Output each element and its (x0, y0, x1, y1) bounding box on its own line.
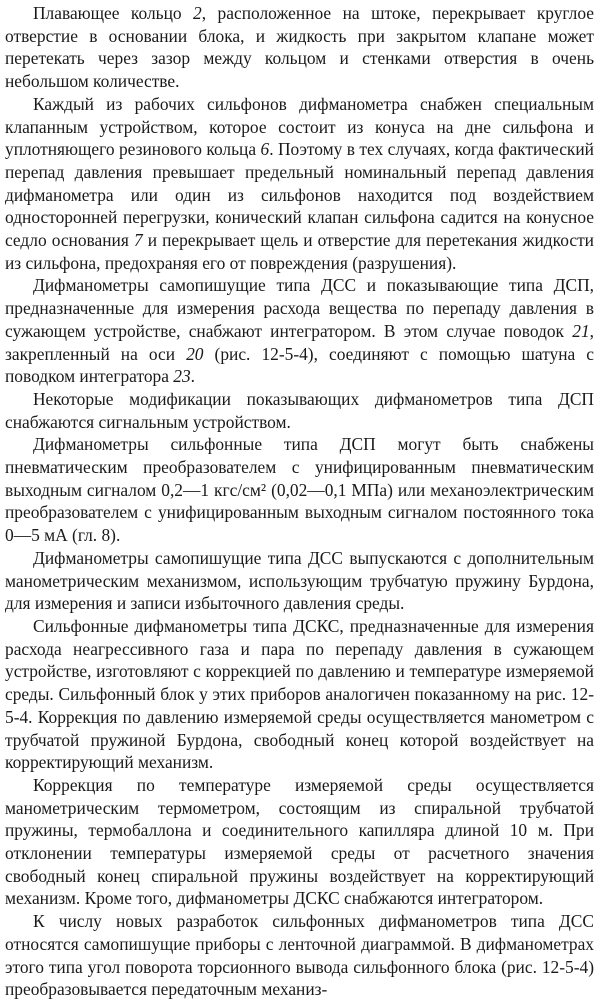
paragraph-new-developments: К числу новых разработок сильфонных дифманометров типа ДСС относятся самопишущие приборы с ленточной диаграммой. В дифманометрах этого типа угол поворота торсионного вывода сильфонного блока (рис. 12-5-4) преобразовывается передаточным механиз- (5, 911, 594, 1000)
paragraph-dsks: Сильфонные дифманометры типа ДСКС, предназначенные для измерения расхода неагрессивного газа и пара по перепаду давления в сужающем устройстве, изготовляют с коррекцией по давлению и температуре измеряемой среды. Сильфонный блок у этих приборов аналогичен показанному на рис. 12-5-4. Коррекция по давлению измеряемой среды осуществляется манометром с трубчатой пружиной Бурдона, свободный конец которой воздействует на корректирующий механизм. (5, 615, 594, 773)
paragraph-floating-ring: Плавающее кольцо 2, расположенное на штоке, перекрывает круглое отверстие в основании блока, и жидкость при закрытом клапане может перетекать через зазор между кольцом и стенками отверстия в очень небольшом количестве. (5, 3, 594, 92)
figure-reference-number: 7 (133, 230, 143, 251)
figure-reference-number: 6 (260, 139, 270, 160)
figure-reference-number: 20 (186, 343, 204, 364)
paragraph-temperature-correction: Коррекция по температуре измеряемой среды осуществляется манометрическим термометром, состоящим из спиральной трубчатой пружины, термобаллона и соединительного капилляра длиной 10 м. При отклонении температуры измеряемой среды от расчетного значения свободный конец спиральной пружины воздействует на корректирующий механизм. Кроме того, дифманометры ДСКС снабжаются интегратором. (5, 774, 594, 909)
paragraph-bourdon-spring: Дифманометры самопишущие типа ДСС выпускаются с дополнительным манометрическим механизмом, использующим трубчатую пружину Бурдона, для измерения и записи избыточного давления среды. (5, 547, 594, 614)
paragraph-valve-device: Каждый из рабочих сильфонов дифманометра снабжен специальным клапанным устройством, которое состоит из конуса на дне сильфона и уплотняющего резинового кольца 6. Поэтому в тех случаях, когда фактический перепад давления превышает предельный номинальный перепад давления дифманометра или один из сильфонов находится под воздействием односторонней перегрузки, конический клапан сильфона садится на конусное седло основания 7 и перекрывает щель и отверстие для перетекания жидкости из сильфона, предохраняя его от повреждения (разрушения). (5, 93, 594, 273)
paragraph-integrator: Дифманометры самопишущие типа ДСС и показывающие типа ДСП, предназначенные для измерения расхода вещества по перепаду давления в сужающем устройстве, снабжают интегратором. В этом случае поводок 21, закрепленный на оси 20 (рис. 12-5-4), соединяют с помощью шатуна с поводком интегратора 23. (5, 275, 595, 387)
figure-reference-number: 21 (572, 320, 590, 341)
paragraph-signal-device: Некоторые модификации показывающих дифманометров типа ДСП снабжаются сигнальным устройством. (5, 388, 594, 432)
figure-reference-number: 23 (173, 366, 191, 387)
paragraph-converters: Дифманометры сильфонные типа ДСП могут быть снабжены пневматическим преобразователем с унифицированным пневматическим выходным сигналом 0,2—1 кгс/см² (0,02—0,1 МПа) или механоэлектрическим преобразователем с унифицированным выходным сигналом постоянного тока 0—5 мА (гл. 8). (5, 434, 594, 546)
figure-reference-number: 2 (193, 3, 202, 23)
